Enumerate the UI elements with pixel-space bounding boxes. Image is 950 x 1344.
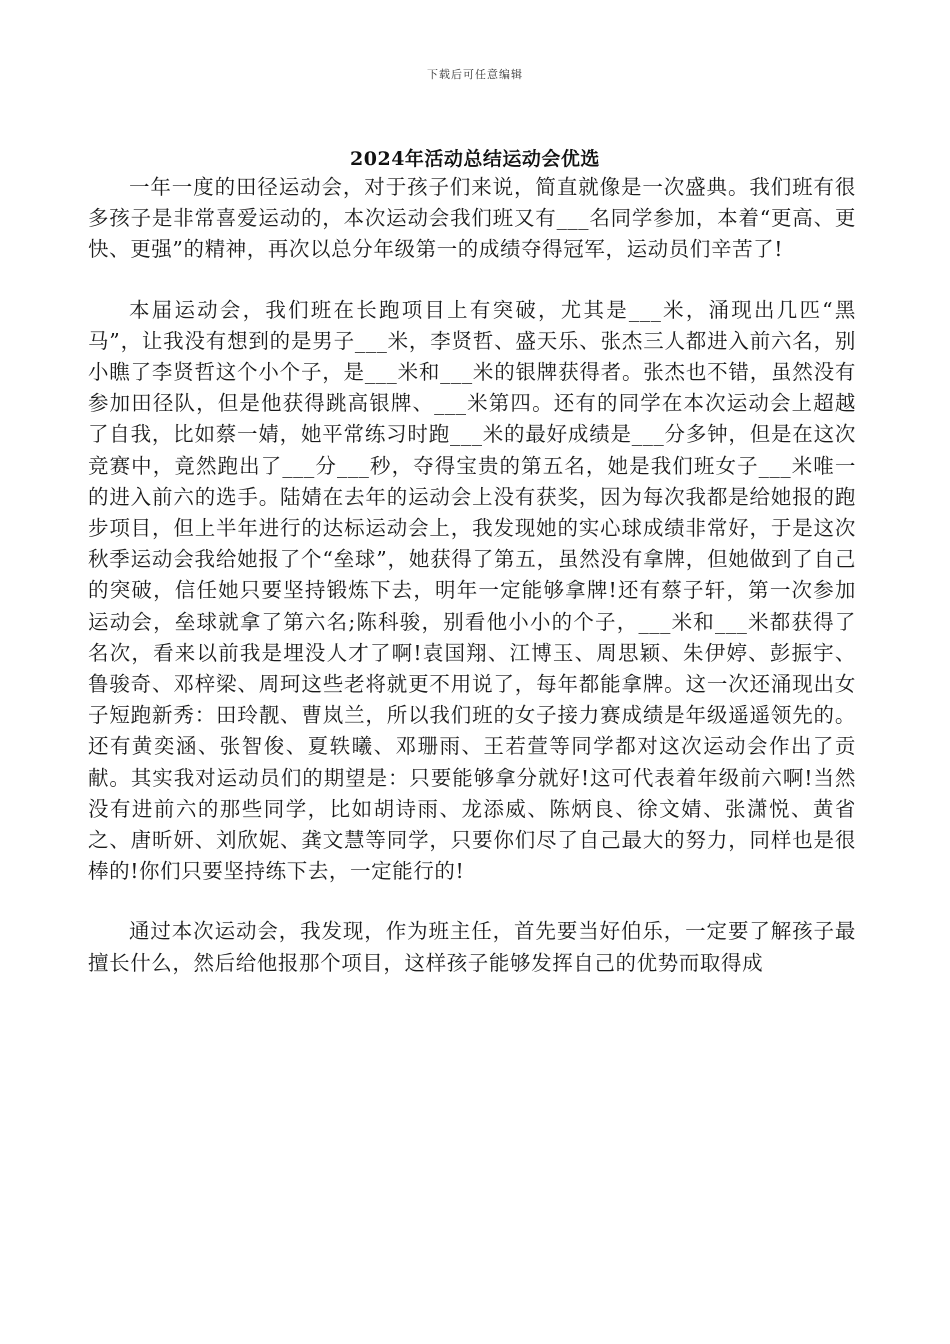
paragraph-intro: 一年一度的田径运动会，对于孩子们来说，简直就像是一次盛典。我们班有很多孩子是非常喜爱运动的，本次运动会我们班又有___名同学参加，本着“更高、更快、更强”的精神，再次以总分年级第一的成绩夺得冠军，运动员们辛苦了! — [88, 175, 856, 262]
document-title: 2024年活动总结运动会优选 — [350, 148, 600, 170]
document-body — [88, 172, 856, 979]
header-note: 下载后可任意编辑 — [427, 68, 523, 81]
paragraph-reflection: 通过本次运动会，我发现，作为班主任，首先要当好伯乐，一定要了解孩子最擅长什么，然后给他报那个项目，这样孩子能够发挥自己的优势而取得成 — [88, 919, 856, 975]
paragraph-results: 本届运动会，我们班在长跑项目上有突破，尤其是___米，涌现出几匹“黑马”，让我没有想到的是男子___米，李贤哲、盛天乐、张杰三人都进入前六名，别小瞧了李贤哲这个小个子，是___米和___米的银牌获得者。张杰也不错，虽然没有参加田径队，但是他获得跳高银牌、___米第四。还有的同学在本次运动会上超越了自我，比如蔡一婧，她平常练习时跑___米的最好成绩是___分多钟，但是在这次竞赛中，竟然跑出了___分___秒，夺得宝贵的第五名，她是我们班女子___米唯一的进入前六的选手。陆婧在去年的运动会上没有获奖，因为每次我都是给她报的跑步项目，但上半年进行的达标运动会上，我发现她的实心球成绩非常好，于是这次秋季运动会我给她报了个“垒球”，她获得了第五，虽然没有拿牌，但她做到了自己的突破，信任她只要坚持锻炼下去，明年一定能够拿牌!还有蔡子轩，第一次参加运动会，垒球就拿了第六名;陈科骏，别看他小小的个子，___米和___米都获得了名次，看来以前我是埋没人才了啊!袁国翔、江博玉、周思颖、朱伊婷、彭振宇、鲁骏奇、邓梓梁、周珂这些老将就更不用说了，每年都能拿牌。这一次还涌现出女子短跑新秀：田玲靓、曹岚兰，所以我们班的女子接力赛成绩是年级遥遥领先的。还有黄奕涵、张智俊、夏轶曦、邓珊雨、王若萱等同学都对这次运动会作出了贡献。其实我对运动员们的期望是：只要能够拿分就好!这可代表着年级前六啊!当然没有进前六的那些同学，比如胡诗雨、龙添威、陈炳良、徐文婧、张潇悦、黄省之、唐昕妍、刘欣妮、龚文慧等同学，只要你们尽了自己最大的努力，同样也是很棒的!你们只要坚持练下去，一定能行的! — [88, 297, 856, 884]
